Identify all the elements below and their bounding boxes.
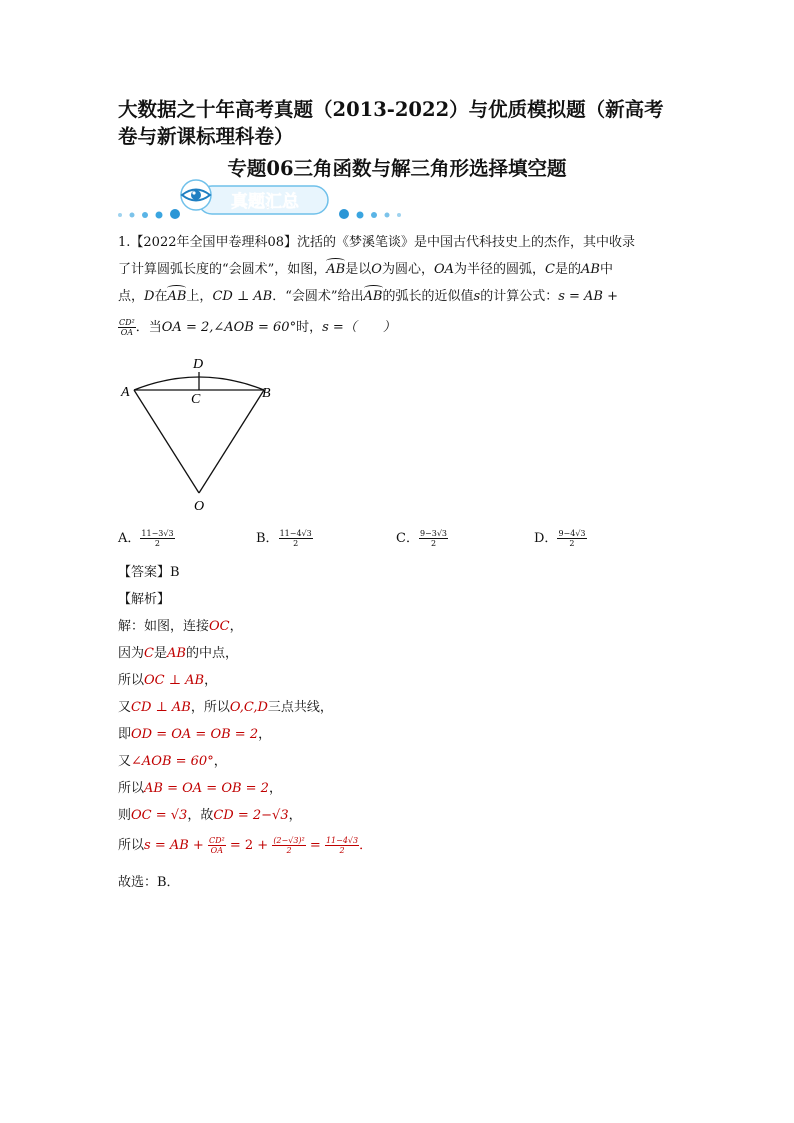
question-line-4: $\frac{\text{CD²}}{OA}$ ．当OA = 2,∠AOB = 60°时，s =（ ） [119,318,396,337]
geometry-diagram [118,352,278,520]
label-a: A [121,385,130,400]
question-number: 1. [118,235,131,250]
option-d[interactable]: D． $\frac{9-4√3}{2}$ [534,529,586,548]
label-o: O [194,499,205,514]
label-d: D [193,357,204,372]
arc-ab-3: AB [364,284,383,309]
arc-ab: AB [326,257,345,282]
option-a[interactable]: A． $\frac{11-3√3}{2}$ [118,529,174,548]
page-title [118,96,688,150]
segment-ob [199,390,264,493]
topic-title: 专题06三角函数与解三角形选择填空题 [227,157,567,180]
question-line-2: 了计算圆弧长度的“会圆术”，如图，AB是以O为圆心，OA为半径的圆弧，C是的AB中 [118,257,688,282]
solution-line-2: 因为C是AB的中点， [118,646,238,661]
solution-line-4: 又CD ⊥ AB，所以O,C,D三点共线， [118,700,333,715]
solution-line-3: 所以OC ⊥ AB， [118,673,218,688]
answer-line: 【答案】B [118,565,180,580]
banner-graphic [116,178,406,222]
title-line-1: 大数据之十年高考真题（2013-2022）与优质模拟题（新高考 [118,98,664,121]
title-line-2: 卷与新课标理科卷） [118,125,294,148]
option-c[interactable]: C． $\frac{9-3√3}{2}$ [396,529,448,548]
formula-fraction: $\frac{\text{CD²}}{OA}$ [119,318,135,337]
section-banner [116,178,406,222]
solution-line-5: 即OD = OA = OB = 2， [118,727,272,742]
label-b: B [262,386,271,401]
question-source: 【2022年全国甲卷理科08】 [130,235,298,250]
eye-icon [182,190,210,201]
solution-line-7: 所以AB = OA = OB = 2， [118,781,282,796]
solution-line-9: 所以s = AB + $\frac{\text{CD²}}{OA}$ = 2 + $\frac{\text{(2−√3)²}}{2}$ = $\frac{11-4√3}{2}$ ． [118,836,373,855]
segment-oa [134,390,199,493]
analysis-label: 【解析】 [118,592,171,607]
solution-line-10: 故选：B． [118,875,180,890]
option-b[interactable]: B． $\frac{11-4√3}{2}$ [256,529,312,548]
solution-line-1: 解：如图，连接OC， [118,619,243,634]
arc-ab-2: AB [167,284,186,309]
label-c: C [191,392,201,407]
banner-label: 真题汇总 [231,192,299,212]
question-line-1: 1.【2022年全国甲卷理科08】沈括的《梦溪笔谈》是中国古代科技史上的杰作，其中收录 [118,235,636,250]
solution-line-6: 又∠AOB = 60°， [118,754,227,769]
solution-line-8: 则OC = √3，故CD = 2−√3， [118,808,302,823]
question-line-3: 点，D在AB上，CD ⊥ AB．“会圆术”给出AB的弧长的近似值s的计算公式：s = AB + [118,284,688,309]
